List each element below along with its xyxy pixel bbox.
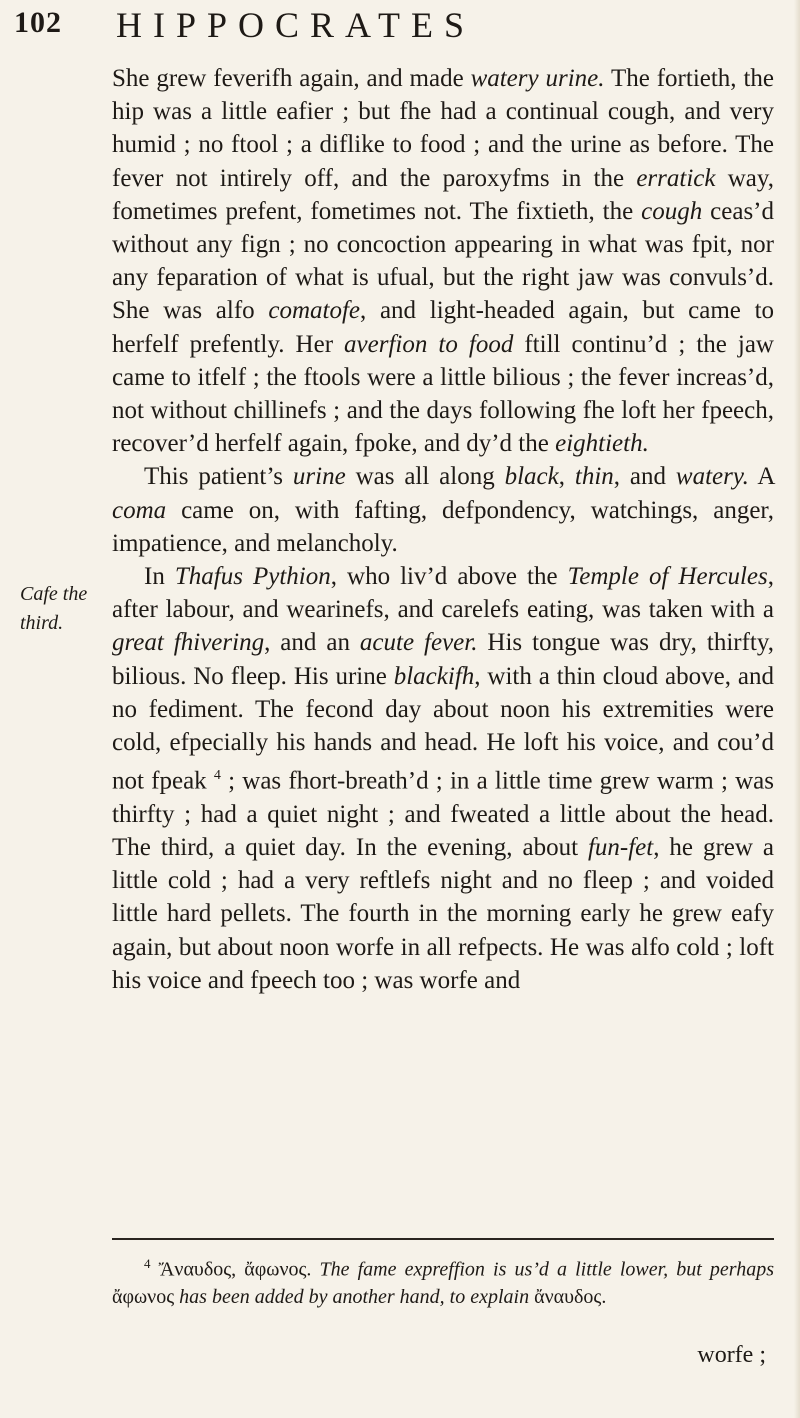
paragraph-3 [112, 560, 774, 997]
text-run: This patient’s [144, 463, 293, 491]
footnote-italic: has been added by another hand, to explain [179, 1285, 530, 1308]
italic-run: urine [292, 463, 346, 491]
text-run: , after labour, and wearinefs, and carelefs eating, was taken with a [112, 563, 774, 624]
text-run: She grew feverifh again, and made [112, 65, 471, 92]
italic-run: Temple of Hercules [567, 563, 768, 591]
italic-run: coma [112, 496, 167, 524]
italic-run: erratick [636, 164, 716, 192]
text-run: , he grew a little cold ; had a very reftlefs night and no fleep ; and voided little hard pellets. The fourth in the morning early he grew eafy again, but about noon worfe in all refpects. He was alfo cold ; loft his voice and fpeech too ; was worfe and [112, 834, 774, 994]
text-run: came on, with fafting, defpondency, watchings, anger, impatience, and melancholy. [112, 496, 774, 557]
italic-run: thin [574, 463, 614, 491]
text-run: His tongue was dry, thirfty, bilious. No fleep. His urine [112, 629, 774, 690]
footnote-reference[interactable]: 4 [213, 768, 221, 784]
italic-run: acute fever. [359, 629, 478, 657]
italic-run: watery urine. [470, 65, 605, 92]
italic-run: cough [641, 197, 703, 225]
italic-run: fun-fet [587, 834, 654, 861]
paragraph-1 [112, 62, 774, 460]
text-run: , and an [264, 629, 360, 657]
text-run: In [144, 563, 175, 591]
greek-text: Ἄναυδος, ἄφωνος. [158, 1258, 312, 1281]
italic-run: averfion to food [344, 330, 514, 358]
italic-run: great fhivering [112, 629, 265, 657]
italic-run: watery. [675, 463, 749, 491]
text-run: , and [613, 463, 676, 491]
page-edge-shadow [794, 0, 800, 1418]
greek-text: ἄφωνος [112, 1285, 175, 1308]
text-run: The fortieth, the hip was a little eafier ; but fhe had a continual cough, and very humid ; no ftool ; a diflike to food ; and the urine as before. The fever not intirely off, and the paroxyfms in the [112, 65, 774, 192]
text-run: ceas’d without any fign ; no concoction appearing in what was fpit, nor any feparation of what is ufual, but the right jaw was convuls’d. She was alfo [112, 197, 774, 325]
italic-run: Thafus Pythion [174, 563, 331, 591]
footnote-text [112, 1250, 774, 1311]
margin-note-line-1: Cafe the [20, 583, 88, 605]
page-number: 102 [14, 6, 62, 39]
text-run: , and light-headed again, but came to herfelf prefently. Her [112, 297, 775, 358]
italic-run: blackifh [393, 662, 475, 690]
footnote [112, 1250, 774, 1311]
body-text [112, 62, 774, 997]
footnote-italic: The fame expreffion is us’d a little lower, but perhaps [319, 1258, 775, 1281]
greek-text: ἄναυδος. [534, 1285, 607, 1308]
text-run: , [558, 463, 575, 491]
margin-note [20, 580, 100, 638]
text-run: , with a thin cloud above, and no fediment. The fecond day about noon his extremities were cold, efpecially his hands and head. He loft his voice, and cou’d not fpeak [112, 662, 774, 795]
catchword: worfe ; [697, 1342, 766, 1368]
text-run: ; was fhort-breath’d ; in a little time grew warm ; was thirfty ; had a quiet night ; and fweated a little about the head. The third, a quiet day. In the evening, about [112, 767, 774, 861]
text-run: ftill continu’d ; the jaw came to itfelf ; the ftools were a little bilious ; the fever increas’d, not without chillinefs ; and the days following fhe loft her fpeech, recover’d herfelf again, fpoke, and dy’d the [112, 330, 774, 458]
running-title: HIPPOCRATES [116, 5, 476, 45]
italic-run: black [504, 463, 559, 491]
footnote-divider [112, 1238, 774, 1240]
text-run: way, fometimes prefent, fometimes not. The fixtieth, the [112, 164, 774, 225]
text-run: A [748, 463, 775, 491]
italic-run: comatofe [268, 297, 360, 325]
paragraph-2 [112, 460, 774, 560]
margin-note-line-2: third. [20, 612, 64, 634]
text-run: , who liv’d above the [330, 563, 568, 591]
italic-run: eightieth. [555, 430, 649, 458]
text-run: was all along [345, 463, 505, 491]
footnote-mark: 4 [144, 1256, 151, 1271]
